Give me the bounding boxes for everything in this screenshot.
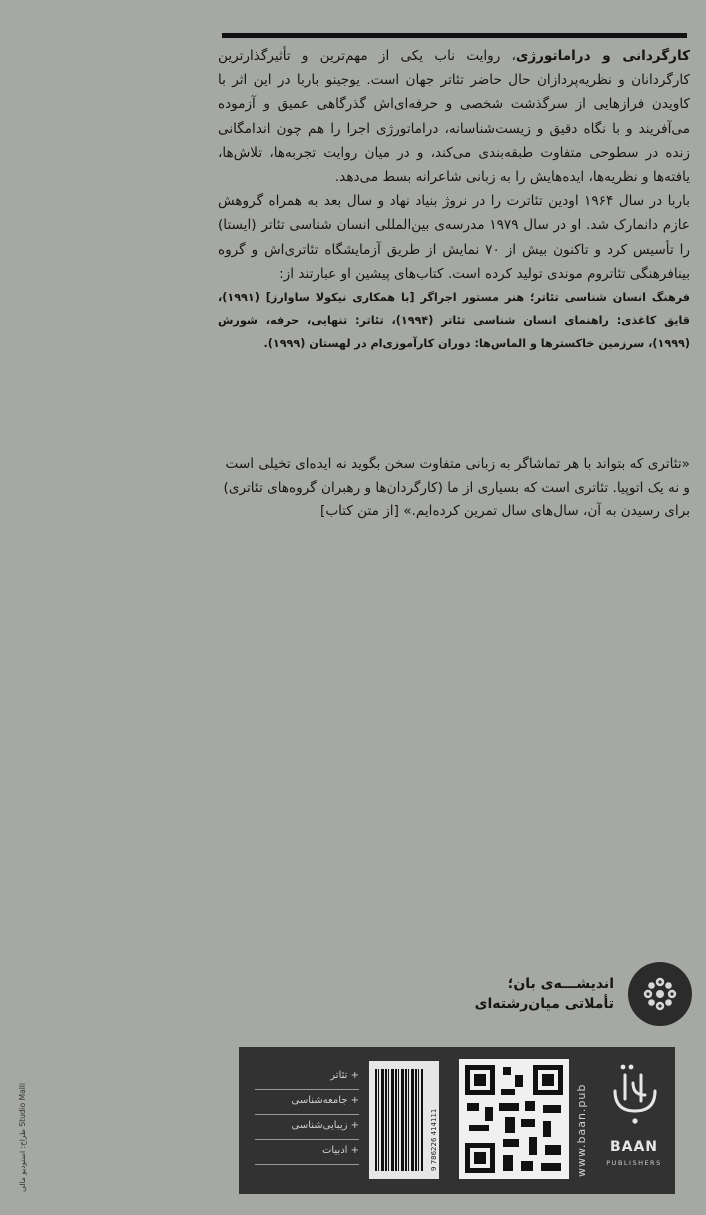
series-line-2: تأملاتی میان‌رشته‌ای bbox=[474, 996, 614, 1012]
subject-item: + زیبایی‌شناسی bbox=[255, 1115, 359, 1140]
book-title: کارگردانی و دراماتورژی bbox=[515, 48, 691, 64]
top-rule bbox=[222, 33, 687, 38]
publisher-subtitle: PUBLISHERS bbox=[606, 1159, 662, 1167]
quote-source: [از متن کتاب] bbox=[320, 503, 399, 519]
intro-text: ، روایت ناب یکی از مهم‌ترین و تأثیرگذارترین کارگردانان و نظریه‌پردازان حال حاضر تئاتر جهان است. یوجینو باربا در این اثر با کاویدن فرازهایی از سرگذشت شخصی و حرفه‌ای‌اش گذرگاهی عمیق و آزموده می‌آفریند و با نگاه دقیق و زیست‌شناسانه، دراماتورژی اجرا را هم چون اندامگانی زنده در سطوحی متفاوت طبقه‌بندی می‌کند، و در میان روایت تجربه‌ها، تلاش‌ها، یافته‌ها و نظریه‌ها، ایده‌هایش را به زبانی شاعرانه بسط می‌دهد. bbox=[218, 48, 690, 186]
quote-text: «تئاتری که بتواند با هر تماشاگر به زبانی متفاوت سخن بگوید نه ایده‌ای تخیلی است و نه یک اتوپیا. تئاتری است که بسیاری از ما (کارگردان‌ها و رهبران گروه‌های تئاتری) برای رسیدن به آن، سال‌های سال تمرین کرده‌ایم.» bbox=[223, 456, 690, 519]
barcode-bars bbox=[375, 1069, 423, 1171]
publisher-name: BAAN bbox=[609, 1139, 659, 1155]
website-url: www.baan.pub bbox=[575, 1083, 588, 1177]
subject-item: + ادبیات bbox=[255, 1140, 359, 1165]
series-brand bbox=[456, 962, 692, 1028]
designer-credit: طراح: استودیو مالی Studio Malli bbox=[18, 1083, 27, 1192]
isbn-number: 9 786226 414111 bbox=[430, 1108, 438, 1171]
subject-item: + جامعه‌شناسی bbox=[255, 1090, 359, 1115]
book-quote bbox=[218, 453, 690, 524]
subject-list bbox=[255, 1065, 359, 1165]
footer-panel bbox=[239, 1047, 675, 1194]
paragraph-author: باربا در سال ۱۹۶۴ اودین تئاترت را در نروژ بنیاد نهاد و سال بعد به همراه گروهش عازم دانمارک شد. او در سال ۱۹۷۹ مدرسه‌ی بین‌المللی انسان شناسی تئاتر (ایستا) را تأسیس کرد و تاکنون بیش از ۷۰ نمایش از طریق آزمایشگاه تئاتری‌اش و گروه بینافرهنگی تئاتروم موندی تولید کرده است. کتاب‌های پیشین او عبارتند از: bbox=[218, 193, 691, 282]
baan-logo-icon bbox=[607, 1061, 663, 1111]
series-line-1: اندیشـــه‌ی بان؛ bbox=[507, 976, 614, 992]
paragraph-intro bbox=[218, 44, 690, 189]
qr-code bbox=[459, 1059, 569, 1179]
series-title bbox=[475, 974, 614, 1014]
isbn-barcode bbox=[369, 1061, 439, 1179]
description bbox=[218, 44, 690, 355]
subject-item: + تئاتر bbox=[255, 1065, 359, 1090]
previous-books: فرهنگ انسان شناسی تئاتر؛ هنر مستور اجراگر [با همکاری نیکولا ساوارز] (۱۹۹۱)، قایق کاغذی: راهنمای انسان شناسی تئاتر (۱۹۹۴)، تئاتر: تنهایی، حرفه، شورش (۱۹۹۹)، سرزمین خاکسترها و الماس‌ها: دوران کارآموزی‌ام در لهستان (۱۹۹۹). bbox=[218, 291, 690, 351]
ornament-icon bbox=[628, 962, 692, 1026]
